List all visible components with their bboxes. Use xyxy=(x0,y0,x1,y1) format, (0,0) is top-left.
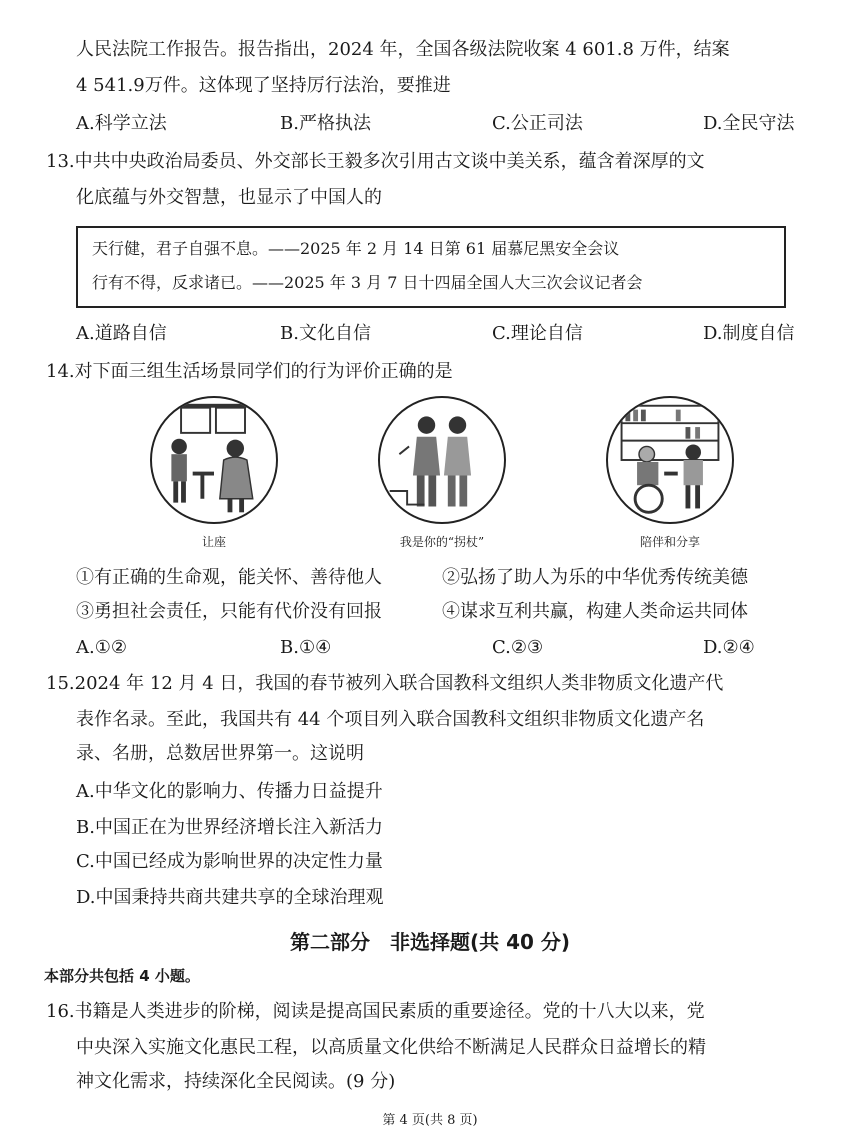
q12-option-a: A.科学立法 xyxy=(76,113,167,134)
q13-option-d: D.制度自信 xyxy=(703,323,795,344)
crutch-support-illustration xyxy=(378,396,506,524)
page-footer: 第 4 页(共 8 页) xyxy=(382,1113,478,1128)
q12-text-line1: 人民法院工作报告。报告指出，2024 年，全国各级法院收案 4 601.8 万件，结案 xyxy=(76,39,730,60)
section-title: 第二部分 非选择题(共 40 分) xyxy=(289,930,571,954)
section-note: 本部分共包括 4 小题。 xyxy=(44,967,200,985)
q15-text-line1: 15.2024 年 12 月 4 日，我国的春节被列入联合国教科文组织人类非物质文化遗产代 xyxy=(46,673,724,694)
q12-option-c: C.公正司法 xyxy=(492,113,583,134)
q12-option-d: D.全民守法 xyxy=(703,113,795,134)
q16-text-line2: 中央深入实施文化惠民工程，以高质量文化供给不断满足人民群众日益增长的精 xyxy=(76,1037,706,1058)
q12-option-b: B.严格执法 xyxy=(280,113,371,134)
q15-option-a: A.中华文化的影响力、传播力日益提升 xyxy=(76,781,383,802)
q15-option-d: D.中国秉持共商共建共享的全球治理观 xyxy=(76,887,384,908)
q13-option-b: B.文化自信 xyxy=(280,323,371,344)
q15-text-line2: 表作名录。至此，我国共有 44 个项目列入联合国教科文组织非物质文化遗产名 xyxy=(76,709,705,730)
q16-text-line1: 16.书籍是人类进步的阶梯，阅读是提高国民素质的重要途径。党的十八大以来，党 xyxy=(46,1001,705,1022)
quote-line2: 行有不得，反求诸已。——2025 年 3 月 7 日十四届全国人大三次会议记者会 xyxy=(92,273,643,292)
q16-text-line3: 神文化需求，持续深化全民阅读。(9 分) xyxy=(76,1071,396,1092)
q13-option-a: A.道路自信 xyxy=(76,323,167,344)
q14-statement-3: ③勇担社会责任，只能有代价没有回报 xyxy=(76,601,382,622)
q14-stem: 14.对下面三组生活场景同学们的行为评价正确的是 xyxy=(46,361,453,382)
q13-text-line1: 13.中共中央政治局委员、外交部长王毅多次引用古文谈中美关系，蕴含着深厚的文 xyxy=(46,151,705,172)
q13-option-c: C.理论自信 xyxy=(492,323,583,344)
q14-option-d: D.②④ xyxy=(703,637,755,658)
quote-line1: 天行健，君子自强不息。——2025 年 2 月 14 日第 61 届慕尼黑安全会议 xyxy=(92,239,620,258)
q15-text-line3: 录、名册，总数居世界第一。这说明 xyxy=(76,743,364,764)
caption-seat-offering: 让座 xyxy=(201,535,226,549)
caption-crutch: 我是你的“拐杖” xyxy=(399,535,485,549)
q13-text-line2: 化底蕴与外交智慧，也显示了中国人的 xyxy=(76,187,382,208)
caption-companionship: 陪伴和分享 xyxy=(639,535,700,549)
q14-option-b: B.①④ xyxy=(280,637,332,658)
q15-option-c: C.中国已经成为影响世界的决定性力量 xyxy=(76,851,383,872)
quote-box xyxy=(76,226,786,308)
q14-statement-4: ④谋求互利共赢，构建人类命运共同体 xyxy=(442,601,748,622)
seat-offering-illustration xyxy=(150,396,278,524)
q14-option-c: C.②③ xyxy=(492,637,544,658)
q14-statement-2: ②弘扬了助人为乐的中华优秀传统美德 xyxy=(442,567,748,588)
q14-statement-1: ①有正确的生命观，能关怀、善待他人 xyxy=(76,567,382,588)
q12-text-line2: 4 541.9万件。这体现了坚持厉行法治，要推进 xyxy=(76,75,451,96)
q14-option-a: A.①② xyxy=(76,637,127,658)
q15-option-b: B.中国正在为世界经济增长注入新活力 xyxy=(76,817,383,838)
companionship-sharing-illustration xyxy=(606,396,734,524)
